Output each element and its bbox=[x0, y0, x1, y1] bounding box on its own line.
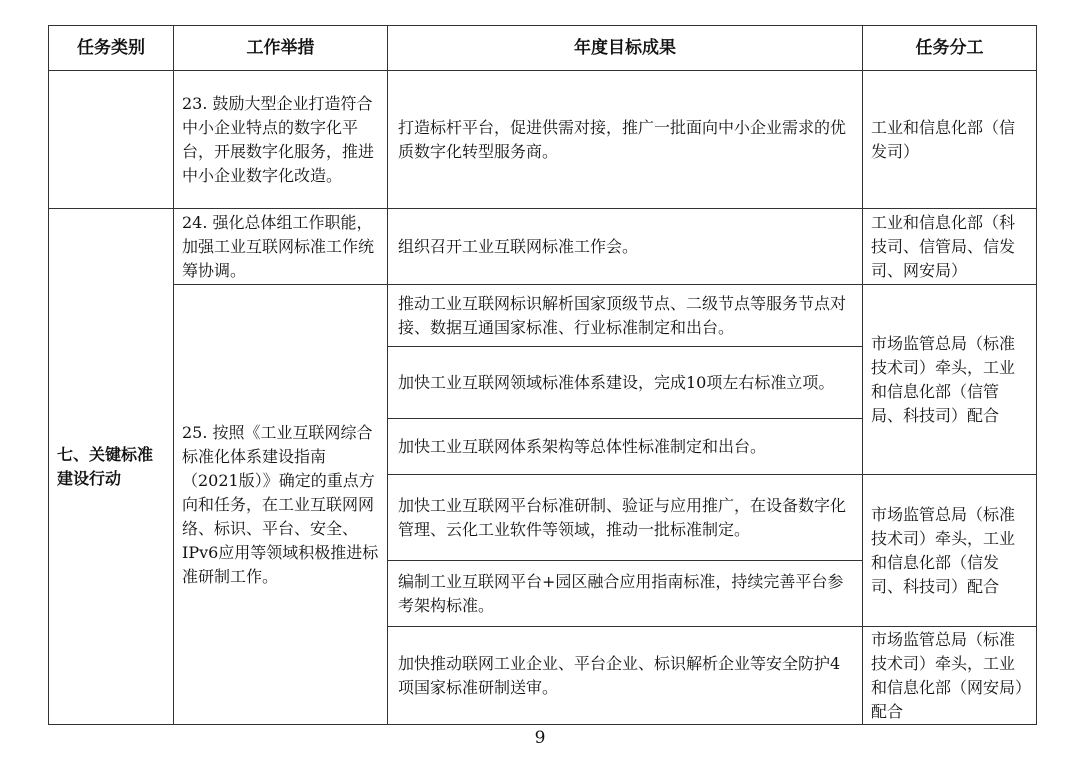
category-cell: 七、关键标准建设行动 bbox=[49, 209, 174, 725]
owner-cell: 工业和信息化部（信发司） bbox=[863, 71, 1037, 209]
table-row bbox=[49, 285, 1037, 347]
header-work-measure: 工作举措 bbox=[174, 26, 388, 71]
owner-cell: 市场监管总局（标准技术司）牵头，工业和信息化部（信管局、科技司）配合 bbox=[863, 285, 1037, 475]
measure-cell: 24. 强化总体组工作职能，加强工业互联网标准工作统筹协调。 bbox=[174, 209, 388, 285]
owner-cell: 工业和信息化部（科技司、信管局、信发司、网安局） bbox=[863, 209, 1037, 285]
table-row bbox=[49, 209, 1037, 285]
goal-cell: 加快工业互联网体系架构等总体性标准制定和出台。 bbox=[388, 419, 863, 475]
task-table bbox=[48, 25, 1037, 725]
page-number: 9 bbox=[534, 728, 546, 748]
owner-cell: 市场监管总局（标准技术司）牵头，工业和信息化部（网安局）配合 bbox=[863, 627, 1037, 725]
measure-cell: 25. 按照《工业互联网综合标准化体系建设指南（2021版）》确定的重点方向和任务，在工业互联网网络、标识、平台、安全、IPv6应用等领域积极推进标准研制工作。 bbox=[174, 285, 388, 725]
goal-cell: 加快推动联网工业企业、平台企业、标识解析企业等安全防护4项国家标准研制送审。 bbox=[388, 627, 863, 725]
category-cell-empty bbox=[49, 71, 174, 209]
goal-cell: 加快工业互联网平台标准研制、验证与应用推广，在设备数字化管理、云化工业软件等领域，推动一批标准制定。 bbox=[388, 475, 863, 561]
goal-cell: 推动工业互联网标识解析国家顶级节点、二级节点等服务节点对接、数据互通国家标准、行业标准制定和出台。 bbox=[388, 285, 863, 347]
goal-cell: 加快工业互联网领域标准体系建设，完成10项左右标准立项。 bbox=[388, 347, 863, 419]
table-row bbox=[49, 71, 1037, 209]
goal-cell: 编制工业互联网平台+园区融合应用指南标准，持续完善平台参考架构标准。 bbox=[388, 561, 863, 627]
header-task-assignment: 任务分工 bbox=[863, 26, 1037, 71]
header-annual-goal: 年度目标成果 bbox=[388, 26, 863, 71]
goal-cell: 组织召开工业互联网标准工作会。 bbox=[388, 209, 863, 285]
header-task-category: 任务类别 bbox=[49, 26, 174, 71]
measure-cell: 23. 鼓励大型企业打造符合中小企业特点的数字化平台，开展数字化服务，推进中小企业数字化改造。 bbox=[174, 71, 388, 209]
goal-cell: 打造标杆平台，促进供需对接，推广一批面向中小企业需求的优质数字化转型服务商。 bbox=[388, 71, 863, 209]
owner-cell: 市场监管总局（标准技术司）牵头，工业和信息化部（信发司、科技司）配合 bbox=[863, 475, 1037, 627]
table-header-row bbox=[49, 26, 1037, 71]
